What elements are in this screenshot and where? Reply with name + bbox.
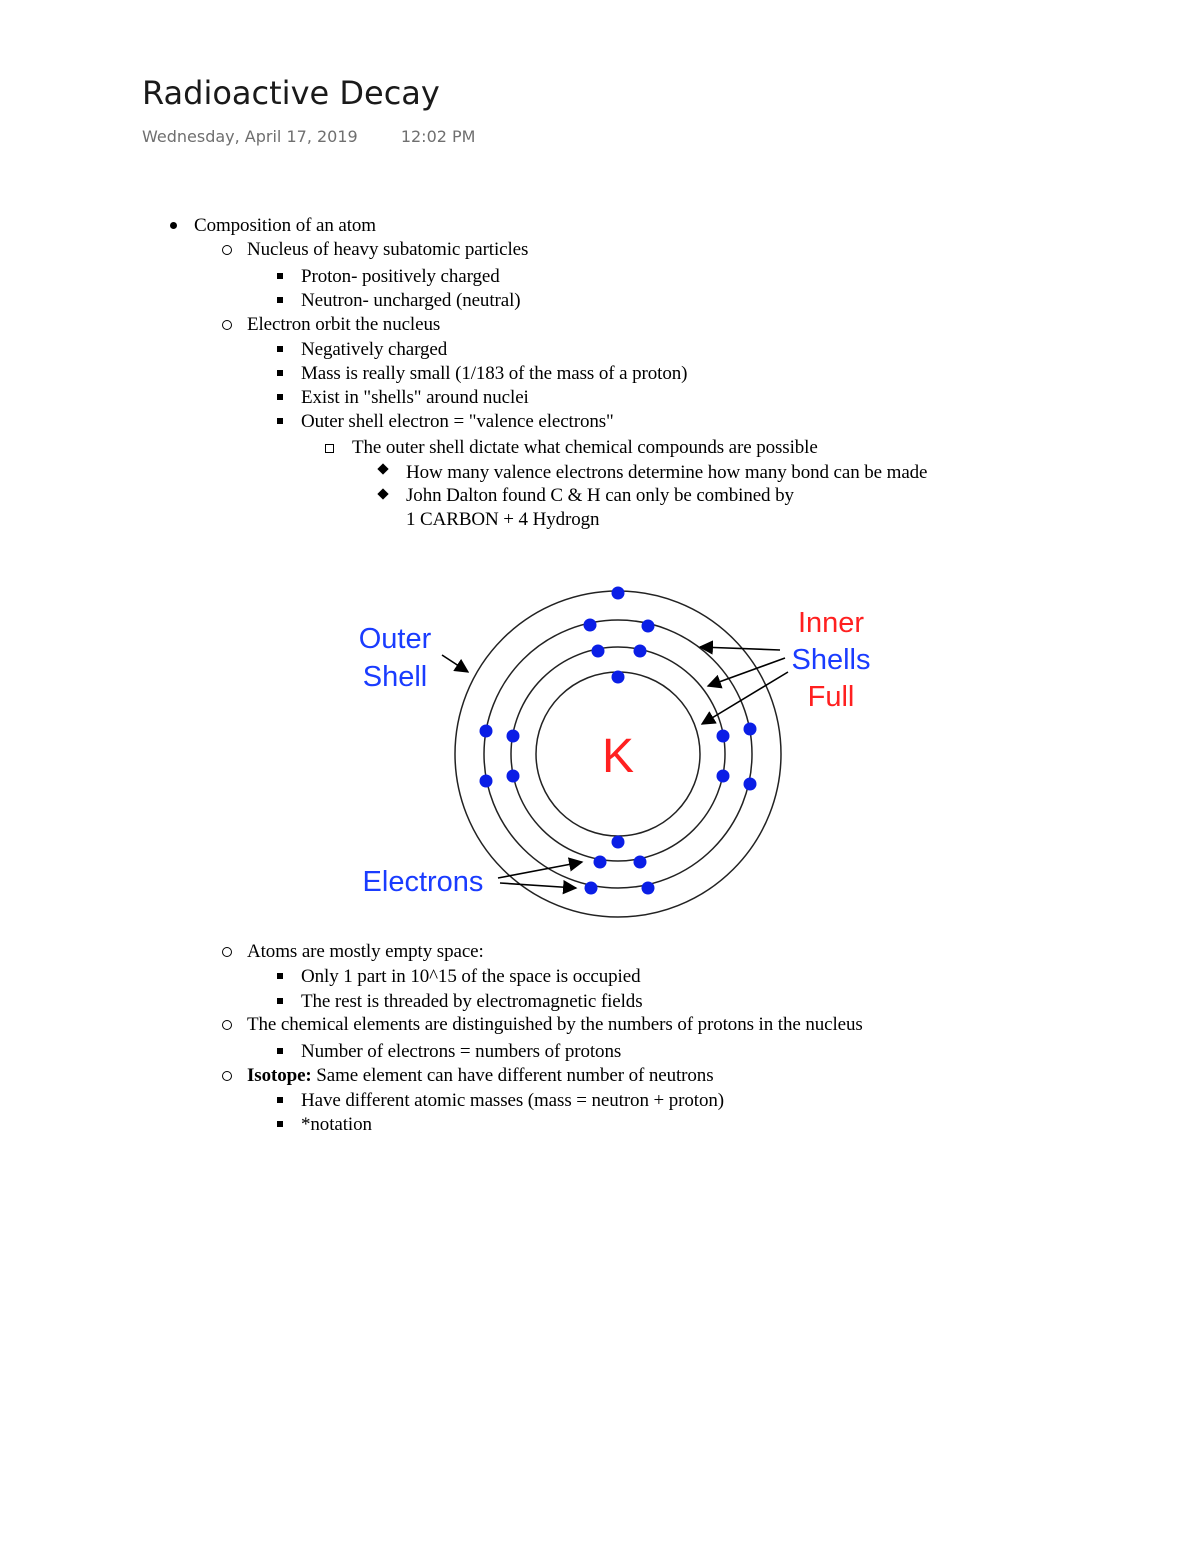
note-line: Have different atomic masses (mass = neutron + proton) (301, 1090, 725, 1111)
electron-dot (744, 778, 757, 791)
page-time: 12:02 PM (400, 127, 476, 146)
square-bullet-icon (277, 394, 283, 400)
electron-dot (612, 836, 625, 849)
note-line: Composition of an atom (194, 215, 376, 236)
page-date: Wednesday, April 17, 2019 (142, 127, 358, 146)
note-line: The chemical elements are distinguished by the numbers of protons in the nucleus (247, 1014, 863, 1035)
inner-shells-label-1: Inner (797, 607, 865, 639)
note-line: Electron orbit the nucleus (247, 314, 441, 335)
hollow-square-bullet-icon (325, 444, 334, 453)
electron-dot (594, 856, 607, 869)
note-line: Only 1 part in 10^15 of the space is occupied (301, 966, 641, 987)
square-bullet-icon (277, 273, 283, 279)
note-line: Proton- positively charged (301, 266, 500, 287)
isotope-term: Isotope: (247, 1065, 312, 1086)
diamond-bullet-icon (377, 463, 388, 474)
note-line: Atoms are mostly empty space: (247, 941, 484, 962)
outer-shell-label-1: Outer (358, 623, 432, 655)
note-line: John Dalton found C & H can only be combined by (406, 485, 794, 506)
note-line (247, 1064, 714, 1088)
note-line: Mass is really small (1/183 of the mass of a proton) (301, 363, 688, 384)
electron-dot (717, 730, 730, 743)
electrons-label: Electrons (362, 866, 484, 898)
note-line: Number of electrons = numbers of protons (301, 1041, 622, 1062)
electron-dot (592, 645, 605, 658)
diamond-bullet-icon (377, 488, 388, 499)
circle-bullet-icon (222, 1020, 232, 1030)
square-bullet-icon (277, 346, 283, 352)
note-line: Negatively charged (301, 339, 448, 360)
electron-dot (612, 587, 625, 600)
note-line: *notation (301, 1114, 372, 1135)
square-bullet-icon (277, 973, 283, 979)
electron-dot (507, 730, 520, 743)
electron-dot (634, 645, 647, 658)
note-line: Outer shell electron = "valence electrons" (301, 411, 614, 432)
square-bullet-icon (277, 998, 283, 1004)
page-meta (142, 127, 475, 146)
electron-dot (507, 770, 520, 783)
note-line: Exist in "shells" around nuclei (301, 387, 529, 408)
electron-dot (744, 723, 757, 736)
electron-arrow (500, 883, 576, 888)
square-bullet-icon (277, 370, 283, 376)
electron-dot (612, 671, 625, 684)
square-bullet-icon (277, 1048, 283, 1054)
isotope-definition: Same element can have different number of neutrons (311, 1065, 714, 1086)
note-line: 1 CARBON + 4 Hydrogn (406, 509, 600, 530)
electron-dot (585, 882, 598, 895)
inner-shell-arrow (708, 658, 785, 686)
potassium-atom-diagram (340, 580, 900, 925)
outer-shell-label-2: Shell (362, 661, 428, 693)
note-line: The outer shell dictate what chemical compounds are possible (352, 437, 818, 458)
electron-dot (634, 856, 647, 869)
electron-dot (480, 725, 493, 738)
electron-dot (642, 882, 655, 895)
page-title: Radioactive Decay (142, 74, 440, 112)
note-line: Neutron- uncharged (neutral) (301, 290, 521, 311)
electron-arrow (498, 862, 582, 878)
note-line: How many valence electrons determine how many bond can be made (406, 462, 928, 483)
electron-dot (480, 775, 493, 788)
electron-dot (642, 620, 655, 633)
element-symbol: K (601, 730, 635, 783)
square-bullet-icon (277, 418, 283, 424)
circle-bullet-icon (222, 245, 232, 255)
disc-bullet-icon (170, 222, 177, 229)
outer-shell-arrow (442, 655, 468, 672)
square-bullet-icon (277, 1097, 283, 1103)
inner-shells-label-2: Shells (791, 644, 871, 676)
circle-bullet-icon (222, 947, 232, 957)
circle-bullet-icon (222, 320, 232, 330)
note-line: The rest is threaded by electromagnetic fields (301, 991, 643, 1012)
square-bullet-icon (277, 1121, 283, 1127)
note-line: Nucleus of heavy subatomic particles (247, 239, 529, 260)
electron-dot (717, 770, 730, 783)
inner-shell-arrow (702, 672, 788, 724)
inner-shell-arrow (700, 647, 780, 650)
electron-dot (584, 619, 597, 632)
square-bullet-icon (277, 297, 283, 303)
circle-bullet-icon (222, 1071, 232, 1081)
inner-shells-label-3: Full (807, 681, 855, 713)
